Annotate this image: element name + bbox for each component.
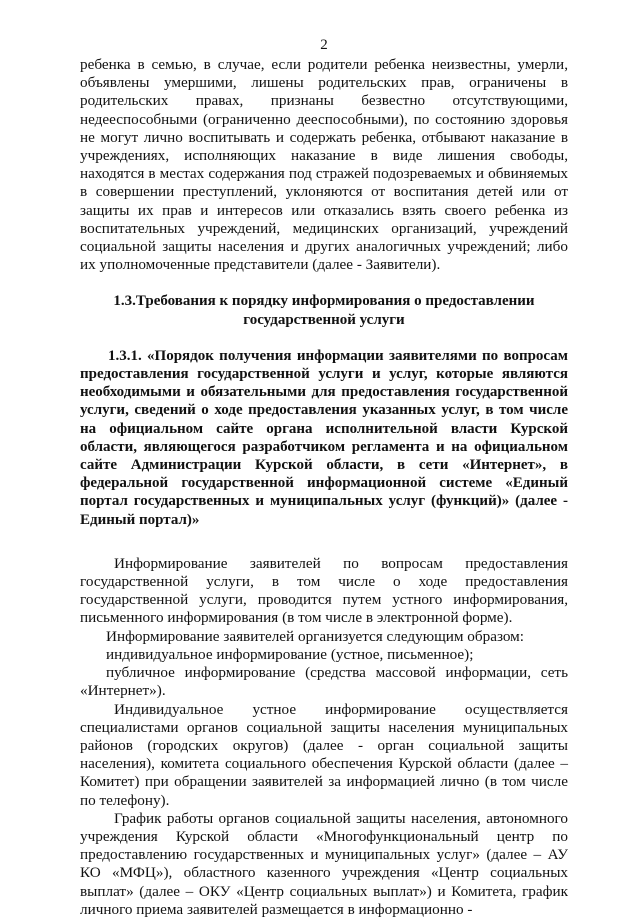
- informing-intro-paragraph: Информирование заявителей по вопросам предоставления государственной услуги, в том числе о ходе предоставления государственной услуги, проводится путем устного информирования, письменного информирования (в том числе в электронной форме).: [80, 554, 568, 627]
- informing-organized-paragraph: Информирование заявителей организуется следующим образом:: [106, 627, 525, 645]
- oral-informing-paragraph: Индивидуальное устное информирование осуществляется специалистами органов социальной защиты населения муниципальных районов (городских округов) (далее - орган социальной защиты населения), комитета социального обеспечения Курской области (далее – Комитет) при обращении заявителей за информацией лично (в том числе по телефону).: [80, 700, 568, 809]
- section-heading: 1.3.Требования к порядку информирования о предоставлении государственной услуги: [113, 293, 535, 328]
- page-number: 2: [320, 37, 328, 53]
- document-page: [80, 36, 568, 919]
- continuation-paragraph: ребенка в семью, в случае, если родители ребенка неизвестны, умерли, объявлены умершими, лишены родительских прав, ограничены в родительских правах, признаны безвестно отсутствующими, недееспособными (ограниченно дееспособными), по состоянию здоровья не могут лично воспитывать и содержать ребенка, отбывают наказание в учреждениях, исполняющих наказание в виде лишения свободы, находятся в местах содержания под стражей подозреваемых и обвиняемых в совершении преступлений, уклоняются от воспитания детей или от защиты их прав и интересов или отказались взять своего ребенка из воспитательных учреждений, медицинских организаций, учреждений социальной защиты населения и других аналогичных учреждений; либо их уполномоченные представители (далее - Заявители).: [80, 56, 568, 274]
- public-informing-paragraph: публичное информирование (средства массовой информации, сеть «Интернет»).: [80, 664, 568, 700]
- schedule-paragraph: График работы органов социальной защиты населения, автономного учреждения Курской области «Многофункциональный центр по предоставлению государственных и муниципальных услуг» (далее – АУ КО «МФЦ»), областного казенного учреждения «Центр социальных выплат» (далее – ОКУ «Центр социальных выплат») и Комитета, график личного приема заявителей размещается в информационно -: [80, 809, 568, 918]
- body-text: [80, 555, 568, 919]
- subsection-heading: 1.3.1. «Порядок получения информации заявителями по вопросам предоставления государственной услуги и услуг, которые являются необходимыми и обязательными для предоставления государственной услуги, сведений о ходе предоставления указанных услуг, в том числе на официальном сайте органа исполнительной власти Курской области, являющегося разработчиком регламента и на официальном сайте Администрации Курской области, в сети «Интернет», в федеральной государственной информационной системе «Единый портал государственных и муниципальных услуг (функций)» (далее - Единый портал)»: [80, 347, 568, 528]
- individual-informing-paragraph: индивидуальное информирование (устное, письменное);: [106, 645, 474, 663]
